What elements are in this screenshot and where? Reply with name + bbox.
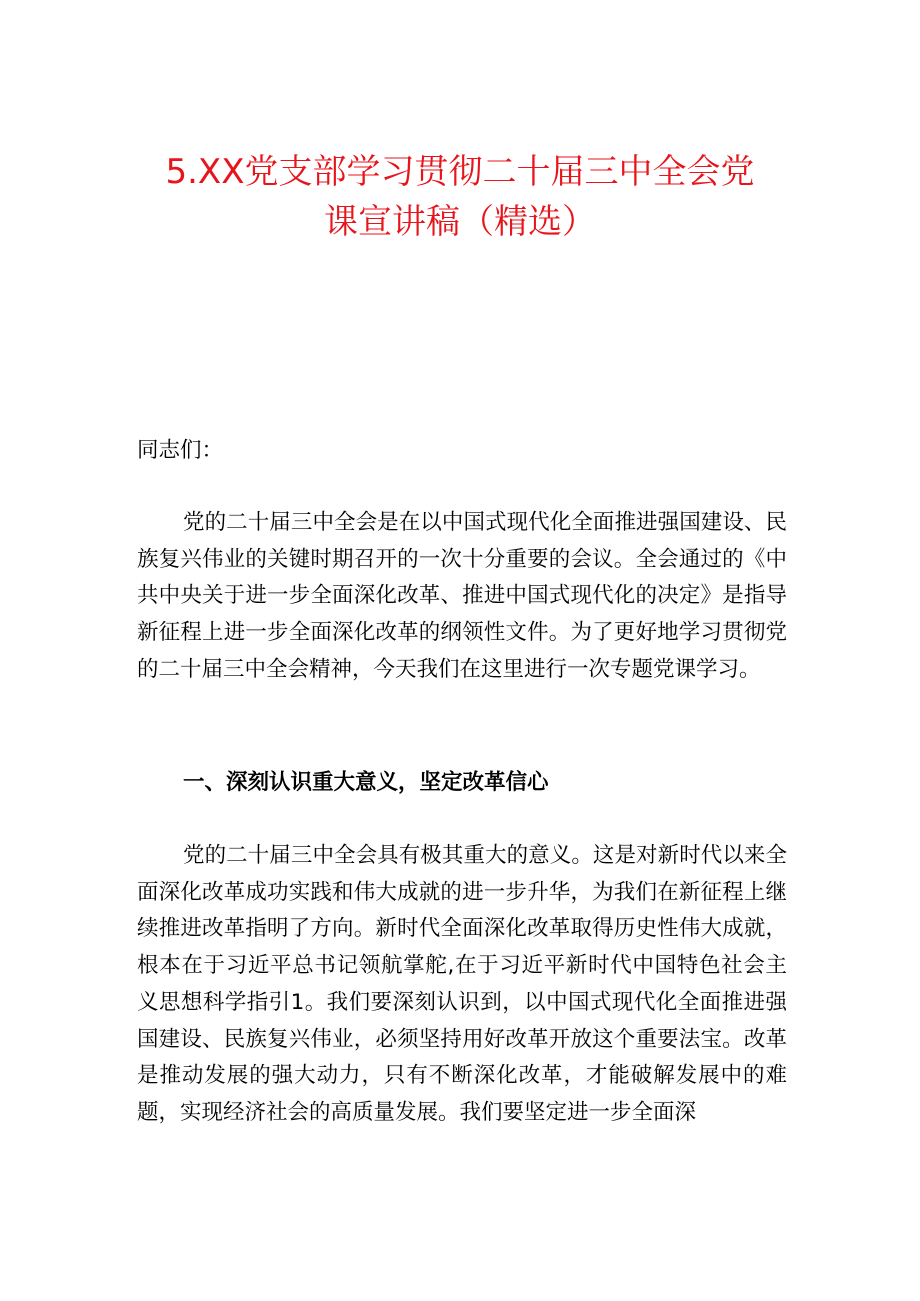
section-heading-1: 一、深刻认识重大意义，坚定改革信心 xyxy=(183,770,549,795)
salutation: 同志们： xyxy=(137,438,224,463)
document-title-line-1: 5.XX党支部学习贯彻二十届三中全会党 xyxy=(165,152,755,192)
intro-paragraph: 党的二十届三中全会是在以中国式现代化全面推进强国建设、民族复兴伟业的关键时期召开的一次十分重要的会议。全会通过的《中共中央关于进一步全面深化改革、推进中国式现代化的决定》是指导新征程上进一步全面深化改革的纲领性文件。为了更好地学习贯彻党的二十届三中全会精神，今天我们在这里进行一次专题党课学习。 xyxy=(137,510,787,682)
document-title-line-2: 课宣讲稿（精选） xyxy=(324,202,596,242)
section-1-paragraph: 党的二十届三中全会具有极其重大的意义。这是对新时代以来全面深化改革成功实践和伟大成就的进一步升华，为我们在新征程上继续推进改革指明了方向。新时代全面深化改革取得历史性伟大成就，根本在于习近平总书记领航掌舵,在于习近平新时代中国特色社会主义思想科学指引1。我们要深刻认识到，以中国式现代化全面推进强国建设、民族复兴伟业，必须坚持用好改革开放这个重要法宝。改革是推动发展的强大动力，只有不断深化改革，才能破解发展中的难题，实现经济社会的高质量发展。我们要坚定进一步全面深 xyxy=(137,843,787,1125)
